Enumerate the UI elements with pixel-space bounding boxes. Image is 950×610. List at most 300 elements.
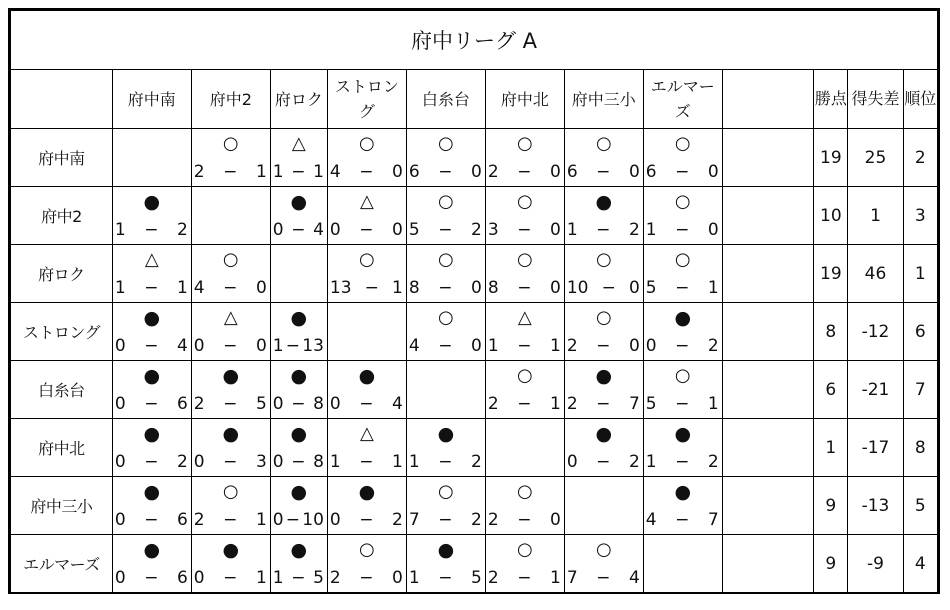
match-result-cell — [112, 361, 191, 419]
goals-for: 2 — [566, 394, 578, 414]
goals-for: 0 — [114, 568, 126, 588]
match-result-cell — [191, 477, 270, 535]
match-result-cell — [112, 187, 191, 245]
win-mark-icon: ○ — [359, 539, 375, 560]
match-score — [488, 220, 561, 240]
goals-against: 5 — [471, 568, 482, 588]
match-score — [194, 568, 267, 588]
score-dash: − — [596, 336, 611, 356]
goals-for: 0 — [114, 394, 126, 414]
score-dash: − — [291, 220, 306, 240]
win-mark-icon: ○ — [595, 249, 612, 270]
score-dash: − — [223, 394, 238, 414]
self-match-empty-cell — [485, 419, 564, 477]
match-score — [115, 394, 188, 414]
match-result-cell — [191, 303, 270, 361]
draw-mark-icon: △ — [517, 307, 532, 328]
team-row — [11, 187, 938, 245]
goals-against: 2 — [471, 220, 482, 240]
goals-for: 8 — [487, 278, 499, 298]
goals-for: 1 — [272, 568, 284, 588]
score-dash: − — [364, 278, 379, 298]
goals-against: 2 — [471, 452, 482, 472]
goals-against: 5 — [313, 568, 324, 588]
goals-for: 0 — [193, 568, 205, 588]
row-team-name: 府中2 — [11, 187, 113, 245]
match-result-cell — [112, 535, 191, 593]
score-dash: − — [438, 336, 453, 356]
goals-for: 2 — [193, 162, 205, 182]
match-score — [409, 336, 482, 356]
match-score — [115, 278, 188, 298]
blank-cell — [722, 419, 813, 477]
win-mark-icon: ○ — [674, 133, 691, 154]
match-score — [488, 162, 561, 182]
score-dash: − — [359, 568, 374, 588]
match-score — [567, 568, 640, 588]
win-mark-icon: ○ — [595, 539, 612, 560]
loss-mark-icon: ● — [290, 423, 308, 445]
team-row — [11, 129, 938, 187]
match-result-cell — [270, 361, 327, 419]
goals-against: 1 — [255, 162, 267, 182]
match-score — [194, 510, 267, 530]
goals-against: 2 — [176, 220, 188, 240]
goals-against: 0 — [471, 162, 482, 182]
match-result-cell — [270, 477, 327, 535]
win-mark-icon: ○ — [359, 249, 375, 270]
win-mark-icon: ○ — [222, 249, 239, 270]
match-score — [273, 220, 324, 240]
goals-against: 0 — [255, 278, 267, 298]
points-cell: 1 — [814, 419, 848, 477]
points-cell: 19 — [814, 129, 848, 187]
goals-against: 2 — [628, 452, 640, 472]
match-score — [488, 510, 561, 530]
goals-for: 1 — [272, 336, 284, 356]
loss-mark-icon: ● — [143, 539, 161, 561]
score-dash: − — [144, 452, 159, 472]
self-match-empty-cell — [112, 129, 191, 187]
rank-header: 順位 — [903, 70, 937, 129]
goals-for: 1 — [645, 220, 657, 240]
column-header: 府中三小 — [564, 70, 643, 129]
match-score — [488, 278, 561, 298]
blank-cell — [722, 187, 813, 245]
self-match-empty-cell — [643, 535, 722, 593]
match-score — [488, 568, 561, 588]
match-score — [273, 510, 324, 530]
goals-for: 2 — [487, 510, 499, 530]
match-result-cell — [112, 245, 191, 303]
match-score — [567, 162, 640, 182]
goals-for: 4 — [329, 162, 341, 182]
match-result-cell — [112, 477, 191, 535]
points-header: 勝点 — [814, 70, 848, 129]
win-mark-icon: ○ — [674, 249, 691, 270]
match-result-cell — [406, 187, 485, 245]
goals-against: 1 — [392, 452, 403, 472]
goals-against: 1 — [176, 278, 188, 298]
match-score — [194, 452, 267, 472]
goals-for: 5 — [645, 394, 657, 414]
goals-against: 0 — [549, 510, 561, 530]
goal-diff-header: 得失差 — [848, 70, 903, 129]
team-row — [11, 245, 938, 303]
goals-for: 6 — [645, 162, 657, 182]
score-dash: − — [517, 162, 532, 182]
match-result-cell — [643, 129, 722, 187]
match-result-cell — [643, 187, 722, 245]
league-sheet — [8, 8, 940, 594]
match-result-cell — [112, 419, 191, 477]
win-mark-icon: ○ — [438, 249, 454, 270]
team-row — [11, 477, 938, 535]
goals-against: 0 — [707, 162, 719, 182]
league-title: 府中リーグ A — [11, 11, 938, 70]
blank-column-header — [722, 70, 813, 129]
win-mark-icon: ○ — [222, 133, 239, 154]
loss-mark-icon: ● — [143, 307, 161, 329]
match-score — [330, 394, 403, 414]
match-score — [115, 220, 188, 240]
goals-against: 6 — [176, 394, 188, 414]
match-score — [409, 568, 482, 588]
score-dash: − — [223, 336, 238, 356]
goals-for: 2 — [487, 162, 499, 182]
goals-against: 6 — [176, 510, 188, 530]
match-score — [646, 452, 719, 472]
goals-for: 0 — [272, 452, 284, 472]
row-team-name: 白糸台 — [11, 361, 113, 419]
match-result-cell — [485, 245, 564, 303]
match-score — [115, 452, 188, 472]
blank-cell — [722, 535, 813, 593]
goals-against: 0 — [392, 568, 403, 588]
score-dash: − — [144, 220, 159, 240]
points-cell: 6 — [814, 361, 848, 419]
win-mark-icon: ○ — [359, 133, 375, 154]
goals-against: 2 — [176, 452, 188, 472]
score-dash: − — [223, 452, 238, 472]
goals-against: 1 — [549, 336, 561, 356]
goals-for: 7 — [566, 568, 578, 588]
match-score — [194, 336, 267, 356]
match-score — [330, 452, 403, 472]
score-dash: − — [359, 510, 374, 530]
loss-mark-icon: ● — [143, 481, 161, 503]
win-mark-icon: ○ — [516, 539, 533, 560]
score-dash: − — [359, 394, 374, 414]
match-score — [646, 336, 719, 356]
goals-for: 1 — [114, 278, 126, 298]
loss-mark-icon: ● — [143, 365, 161, 387]
score-dash: − — [596, 568, 611, 588]
match-score — [488, 394, 561, 414]
win-mark-icon: ○ — [516, 365, 533, 386]
score-dash: − — [144, 510, 159, 530]
goals-for: 5 — [645, 278, 657, 298]
goals-against: 5 — [255, 394, 267, 414]
team-row — [11, 303, 938, 361]
goals-against: 4 — [392, 394, 403, 414]
score-dash: − — [596, 220, 611, 240]
goals-against: 1 — [707, 394, 719, 414]
goals-for: 0 — [329, 510, 341, 530]
loss-mark-icon: ● — [222, 365, 240, 387]
match-score — [273, 336, 324, 356]
win-mark-icon: ○ — [674, 191, 691, 212]
corner-cell — [11, 70, 113, 129]
row-team-name: 府中三小 — [11, 477, 113, 535]
goals-for: 5 — [408, 220, 420, 240]
loss-mark-icon: ● — [674, 307, 692, 329]
goals-for: 13 — [329, 278, 352, 298]
rank-cell: 4 — [903, 535, 937, 593]
match-score — [646, 162, 719, 182]
goals-against: 0 — [471, 336, 482, 356]
score-dash: − — [144, 394, 159, 414]
goals-against: 2 — [707, 452, 719, 472]
blank-cell — [722, 303, 813, 361]
goals-against: 1 — [549, 394, 561, 414]
loss-mark-icon: ● — [437, 423, 455, 445]
loss-mark-icon: ● — [595, 365, 613, 387]
column-header: 府ロク — [270, 70, 327, 129]
goals-for: 1 — [487, 336, 499, 356]
match-result-cell — [270, 187, 327, 245]
goals-against: 8 — [313, 452, 324, 472]
win-mark-icon: ○ — [438, 133, 454, 154]
goals-for: 0 — [114, 510, 126, 530]
match-result-cell — [406, 477, 485, 535]
goals-against: 6 — [176, 568, 188, 588]
goals-for: 0 — [193, 336, 205, 356]
goals-against: 1 — [549, 568, 561, 588]
points-cell: 9 — [814, 477, 848, 535]
match-result-cell — [327, 419, 406, 477]
match-result-cell — [270, 129, 327, 187]
match-result-cell — [191, 245, 270, 303]
goals-for: 2 — [487, 568, 499, 588]
match-score — [273, 162, 324, 182]
rank-cell: 1 — [903, 245, 937, 303]
match-score — [488, 336, 561, 356]
goals-against: 0 — [392, 220, 403, 240]
loss-mark-icon: ● — [290, 539, 308, 561]
loss-mark-icon: ● — [143, 423, 161, 445]
blank-cell — [722, 361, 813, 419]
goals-against: 2 — [471, 510, 482, 530]
loss-mark-icon: ● — [290, 365, 308, 387]
loss-mark-icon: ● — [595, 191, 613, 213]
goals-for: 0 — [566, 452, 578, 472]
column-header: 府中2 — [191, 70, 270, 129]
goals-against: 0 — [549, 220, 561, 240]
match-score — [273, 394, 324, 414]
win-mark-icon: ○ — [516, 191, 533, 212]
match-result-cell — [485, 535, 564, 593]
self-match-empty-cell — [327, 303, 406, 361]
match-result-cell — [643, 361, 722, 419]
row-team-name: ストロング — [11, 303, 113, 361]
loss-mark-icon: ● — [290, 191, 308, 213]
loss-mark-icon: ● — [358, 481, 376, 503]
match-score — [273, 452, 324, 472]
goals-for: 0 — [645, 336, 657, 356]
match-result-cell — [191, 535, 270, 593]
match-score — [646, 278, 719, 298]
goals-against: 0 — [549, 278, 561, 298]
score-dash: − — [291, 568, 306, 588]
points-cell: 8 — [814, 303, 848, 361]
goals-against: 0 — [392, 162, 403, 182]
match-result-cell — [270, 535, 327, 593]
match-result-cell — [112, 303, 191, 361]
goals-for: 4 — [408, 336, 420, 356]
score-dash: − — [359, 162, 374, 182]
goals-against: 2 — [392, 510, 403, 530]
match-result-cell — [191, 361, 270, 419]
match-result-cell — [406, 535, 485, 593]
goals-for: 0 — [329, 220, 341, 240]
match-result-cell — [564, 303, 643, 361]
match-result-cell — [406, 245, 485, 303]
match-score — [409, 162, 482, 182]
self-match-empty-cell — [564, 477, 643, 535]
score-dash: − — [438, 278, 453, 298]
score-dash: − — [223, 162, 238, 182]
match-result-cell — [327, 129, 406, 187]
goal-diff-cell: 25 — [848, 129, 903, 187]
match-score — [646, 394, 719, 414]
goals-for: 4 — [645, 510, 657, 530]
goals-against: 8 — [313, 394, 324, 414]
goals-for: 0 — [272, 394, 284, 414]
score-dash: − — [517, 278, 532, 298]
goals-for: 7 — [408, 510, 420, 530]
match-result-cell — [564, 187, 643, 245]
goals-for: 2 — [193, 510, 205, 530]
goals-against: 0 — [628, 336, 640, 356]
score-dash: − — [438, 568, 453, 588]
goals-for: 1 — [566, 220, 578, 240]
row-team-name: 府中南 — [11, 129, 113, 187]
loss-mark-icon: ● — [290, 481, 308, 503]
loss-mark-icon: ● — [290, 307, 308, 329]
goals-against: 4 — [628, 568, 640, 588]
score-dash: − — [223, 278, 238, 298]
goals-for: 0 — [272, 220, 284, 240]
win-mark-icon: ○ — [438, 191, 454, 212]
goals-against: 4 — [176, 336, 188, 356]
match-result-cell — [485, 361, 564, 419]
goals-for: 8 — [408, 278, 420, 298]
goals-against: 13 — [302, 336, 324, 356]
match-score — [646, 220, 719, 240]
goals-for: 6 — [408, 162, 420, 182]
score-dash: − — [675, 452, 690, 472]
match-score — [567, 452, 640, 472]
win-mark-icon: ○ — [516, 133, 533, 154]
points-cell: 19 — [814, 245, 848, 303]
score-dash: − — [517, 220, 532, 240]
score-dash: − — [438, 452, 453, 472]
goal-diff-cell: -21 — [848, 361, 903, 419]
league-table — [10, 10, 938, 593]
score-dash: − — [291, 162, 306, 182]
match-score — [330, 162, 403, 182]
team-row — [11, 419, 938, 477]
match-result-cell — [564, 535, 643, 593]
score-dash: − — [675, 278, 690, 298]
score-dash: − — [675, 220, 690, 240]
draw-mark-icon: △ — [359, 191, 374, 212]
match-result-cell — [564, 129, 643, 187]
score-dash: − — [596, 452, 611, 472]
score-dash: − — [438, 162, 453, 182]
goals-for: 0 — [272, 510, 284, 530]
match-score — [567, 278, 640, 298]
goal-diff-cell: 1 — [848, 187, 903, 245]
score-dash: − — [223, 568, 238, 588]
match-score — [567, 220, 640, 240]
goals-against: 3 — [255, 452, 267, 472]
score-dash: − — [517, 568, 532, 588]
goals-against: 0 — [628, 278, 640, 298]
score-dash: − — [285, 510, 301, 530]
blank-cell — [722, 129, 813, 187]
loss-mark-icon: ● — [595, 423, 613, 445]
goals-against: 2 — [707, 336, 719, 356]
goals-for: 1 — [114, 220, 126, 240]
win-mark-icon: ○ — [438, 481, 454, 502]
self-match-empty-cell — [191, 187, 270, 245]
match-result-cell — [564, 245, 643, 303]
score-dash: − — [675, 394, 690, 414]
win-mark-icon: ○ — [674, 365, 691, 386]
score-dash: − — [144, 568, 159, 588]
goals-for: 4 — [193, 278, 205, 298]
rank-cell: 8 — [903, 419, 937, 477]
goals-against: 0 — [628, 162, 640, 182]
match-result-cell — [327, 245, 406, 303]
goals-against: 1 — [392, 278, 403, 298]
match-result-cell — [485, 303, 564, 361]
win-mark-icon: ○ — [516, 249, 533, 270]
match-result-cell — [643, 245, 722, 303]
rank-cell: 6 — [903, 303, 937, 361]
loss-mark-icon: ● — [143, 191, 161, 213]
score-dash: − — [601, 278, 616, 298]
score-dash: − — [359, 220, 374, 240]
match-score — [115, 568, 188, 588]
column-header: エルマーズ — [643, 70, 722, 129]
rank-cell: 2 — [903, 129, 937, 187]
loss-mark-icon: ● — [437, 539, 455, 561]
score-dash: − — [517, 394, 532, 414]
match-result-cell — [643, 303, 722, 361]
goals-against: 0 — [471, 278, 482, 298]
match-result-cell — [485, 129, 564, 187]
match-score — [567, 336, 640, 356]
match-score — [409, 510, 482, 530]
score-dash: − — [291, 394, 306, 414]
match-result-cell — [406, 303, 485, 361]
column-header: ストロング — [327, 70, 406, 129]
match-result-cell — [327, 535, 406, 593]
goals-for: 3 — [487, 220, 499, 240]
